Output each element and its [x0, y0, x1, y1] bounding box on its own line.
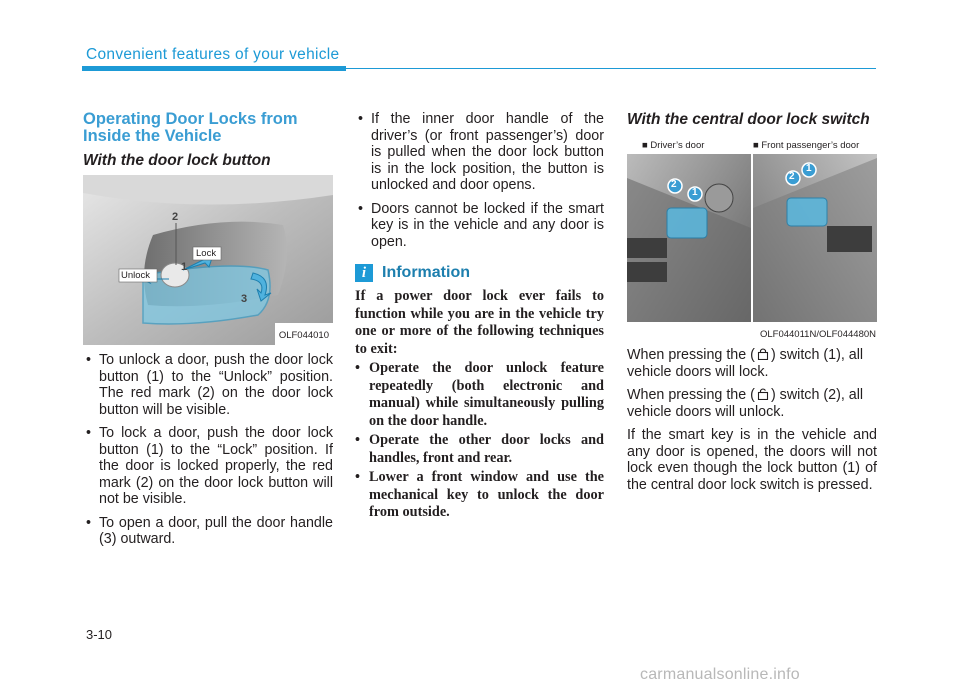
- col2-bullet-list: [355, 111, 604, 257]
- figure-callout-1: 1: [181, 261, 188, 273]
- paragraph-unlock: When pressing the ( ) switch (2), all vehicle doors will unlock.: [627, 387, 864, 420]
- central-lock-switch-figure: [627, 138, 877, 340]
- figure-callout-1: 1: [692, 187, 698, 198]
- list-item: • Doors cannot be locked if the smart key is in the vehicle and any door is open.: [355, 201, 604, 251]
- list-item: • To lock a door, push the door lock button (1) to the “Lock” position. If the door is locked properly, the red mark (2) on the door lock button will not be visible.: [83, 425, 333, 508]
- list-item: • Operate the other door locks and handles, front and rear.: [355, 432, 604, 467]
- info-icon: i: [355, 264, 373, 282]
- paragraph-smart-key: If the smart key is in the vehicle and any door is opened, the doors will not lock even though the lock button (1) of the central door lock switch is pressed.: [627, 427, 877, 493]
- door-lock-button-figure: [83, 175, 333, 345]
- col1-bullet-list: [83, 352, 333, 555]
- figure-callout-3: 3: [241, 293, 248, 305]
- information-intro: If a power door lock ever fails to function while you are in the vehicle try one or more of the following techniques to exit:: [355, 288, 604, 357]
- central-switch-illustration: [627, 138, 877, 340]
- door-handle-illustration: [83, 175, 333, 345]
- list-item: • If the inner door handle of the driver’s (or front passenger’s) door is pulled when the door lock button is in the lock position, the button is unlocked and door opens.: [355, 111, 604, 194]
- figure-code: OLF044010: [278, 330, 329, 341]
- figure-callout-2: 2: [172, 211, 179, 223]
- page-number: 3-10: [86, 627, 113, 642]
- paragraph-lock: When pressing the ( ) switch (1), all vehicle doors will lock.: [627, 347, 864, 380]
- information-header: [355, 264, 604, 282]
- lock-open-icon: [756, 387, 770, 400]
- figure-callout-2: 2: [789, 171, 795, 182]
- label-front-passengers-door: ■ Front passenger’s door: [753, 140, 860, 151]
- watermark-text: carmanualsonline.info: [640, 666, 800, 683]
- running-header: Convenient features of your vehicle: [86, 46, 340, 63]
- label-drivers-door: ■ Driver’s door: [642, 140, 705, 151]
- information-box: [355, 264, 604, 522]
- figure-code: OLF044011N/OLF044480N: [759, 329, 876, 340]
- figure-callout-2: 2: [671, 179, 677, 190]
- subtitle-central-lock-switch: With the central door lock switch: [627, 111, 870, 128]
- header-rule: [346, 68, 876, 69]
- figure-code-box: [760, 324, 876, 342]
- lock-closed-icon: [756, 347, 770, 360]
- figure-label-lock: Lock: [196, 248, 217, 259]
- header-accent-bar: [82, 66, 346, 71]
- figure-code-box: [275, 323, 333, 345]
- section-title: Operating Door Locks from Inside the Vehicle: [83, 110, 298, 145]
- col3-paragraphs: [627, 347, 877, 493]
- list-item: • To unlock a door, push the door lock button (1) to the “Unlock” position. The red mark (2) on the door lock button will be visible.: [83, 352, 333, 418]
- list-item: • To open a door, pull the door handle (3) outward.: [83, 515, 333, 548]
- figure-callout-1: 1: [806, 163, 812, 174]
- list-item: • Lower a front window and use the mechanical key to unlock the door from outside.: [355, 469, 604, 522]
- figure-label-unlock: Unlock: [121, 270, 151, 281]
- information-list: [355, 360, 604, 522]
- information-title: Information: [382, 264, 470, 281]
- subtitle-door-lock-button: With the door lock button: [83, 152, 271, 169]
- list-item: • Operate the door unlock feature repeatedly (both electronic and manual) while simultaneously pulling on the door handle.: [355, 360, 604, 430]
